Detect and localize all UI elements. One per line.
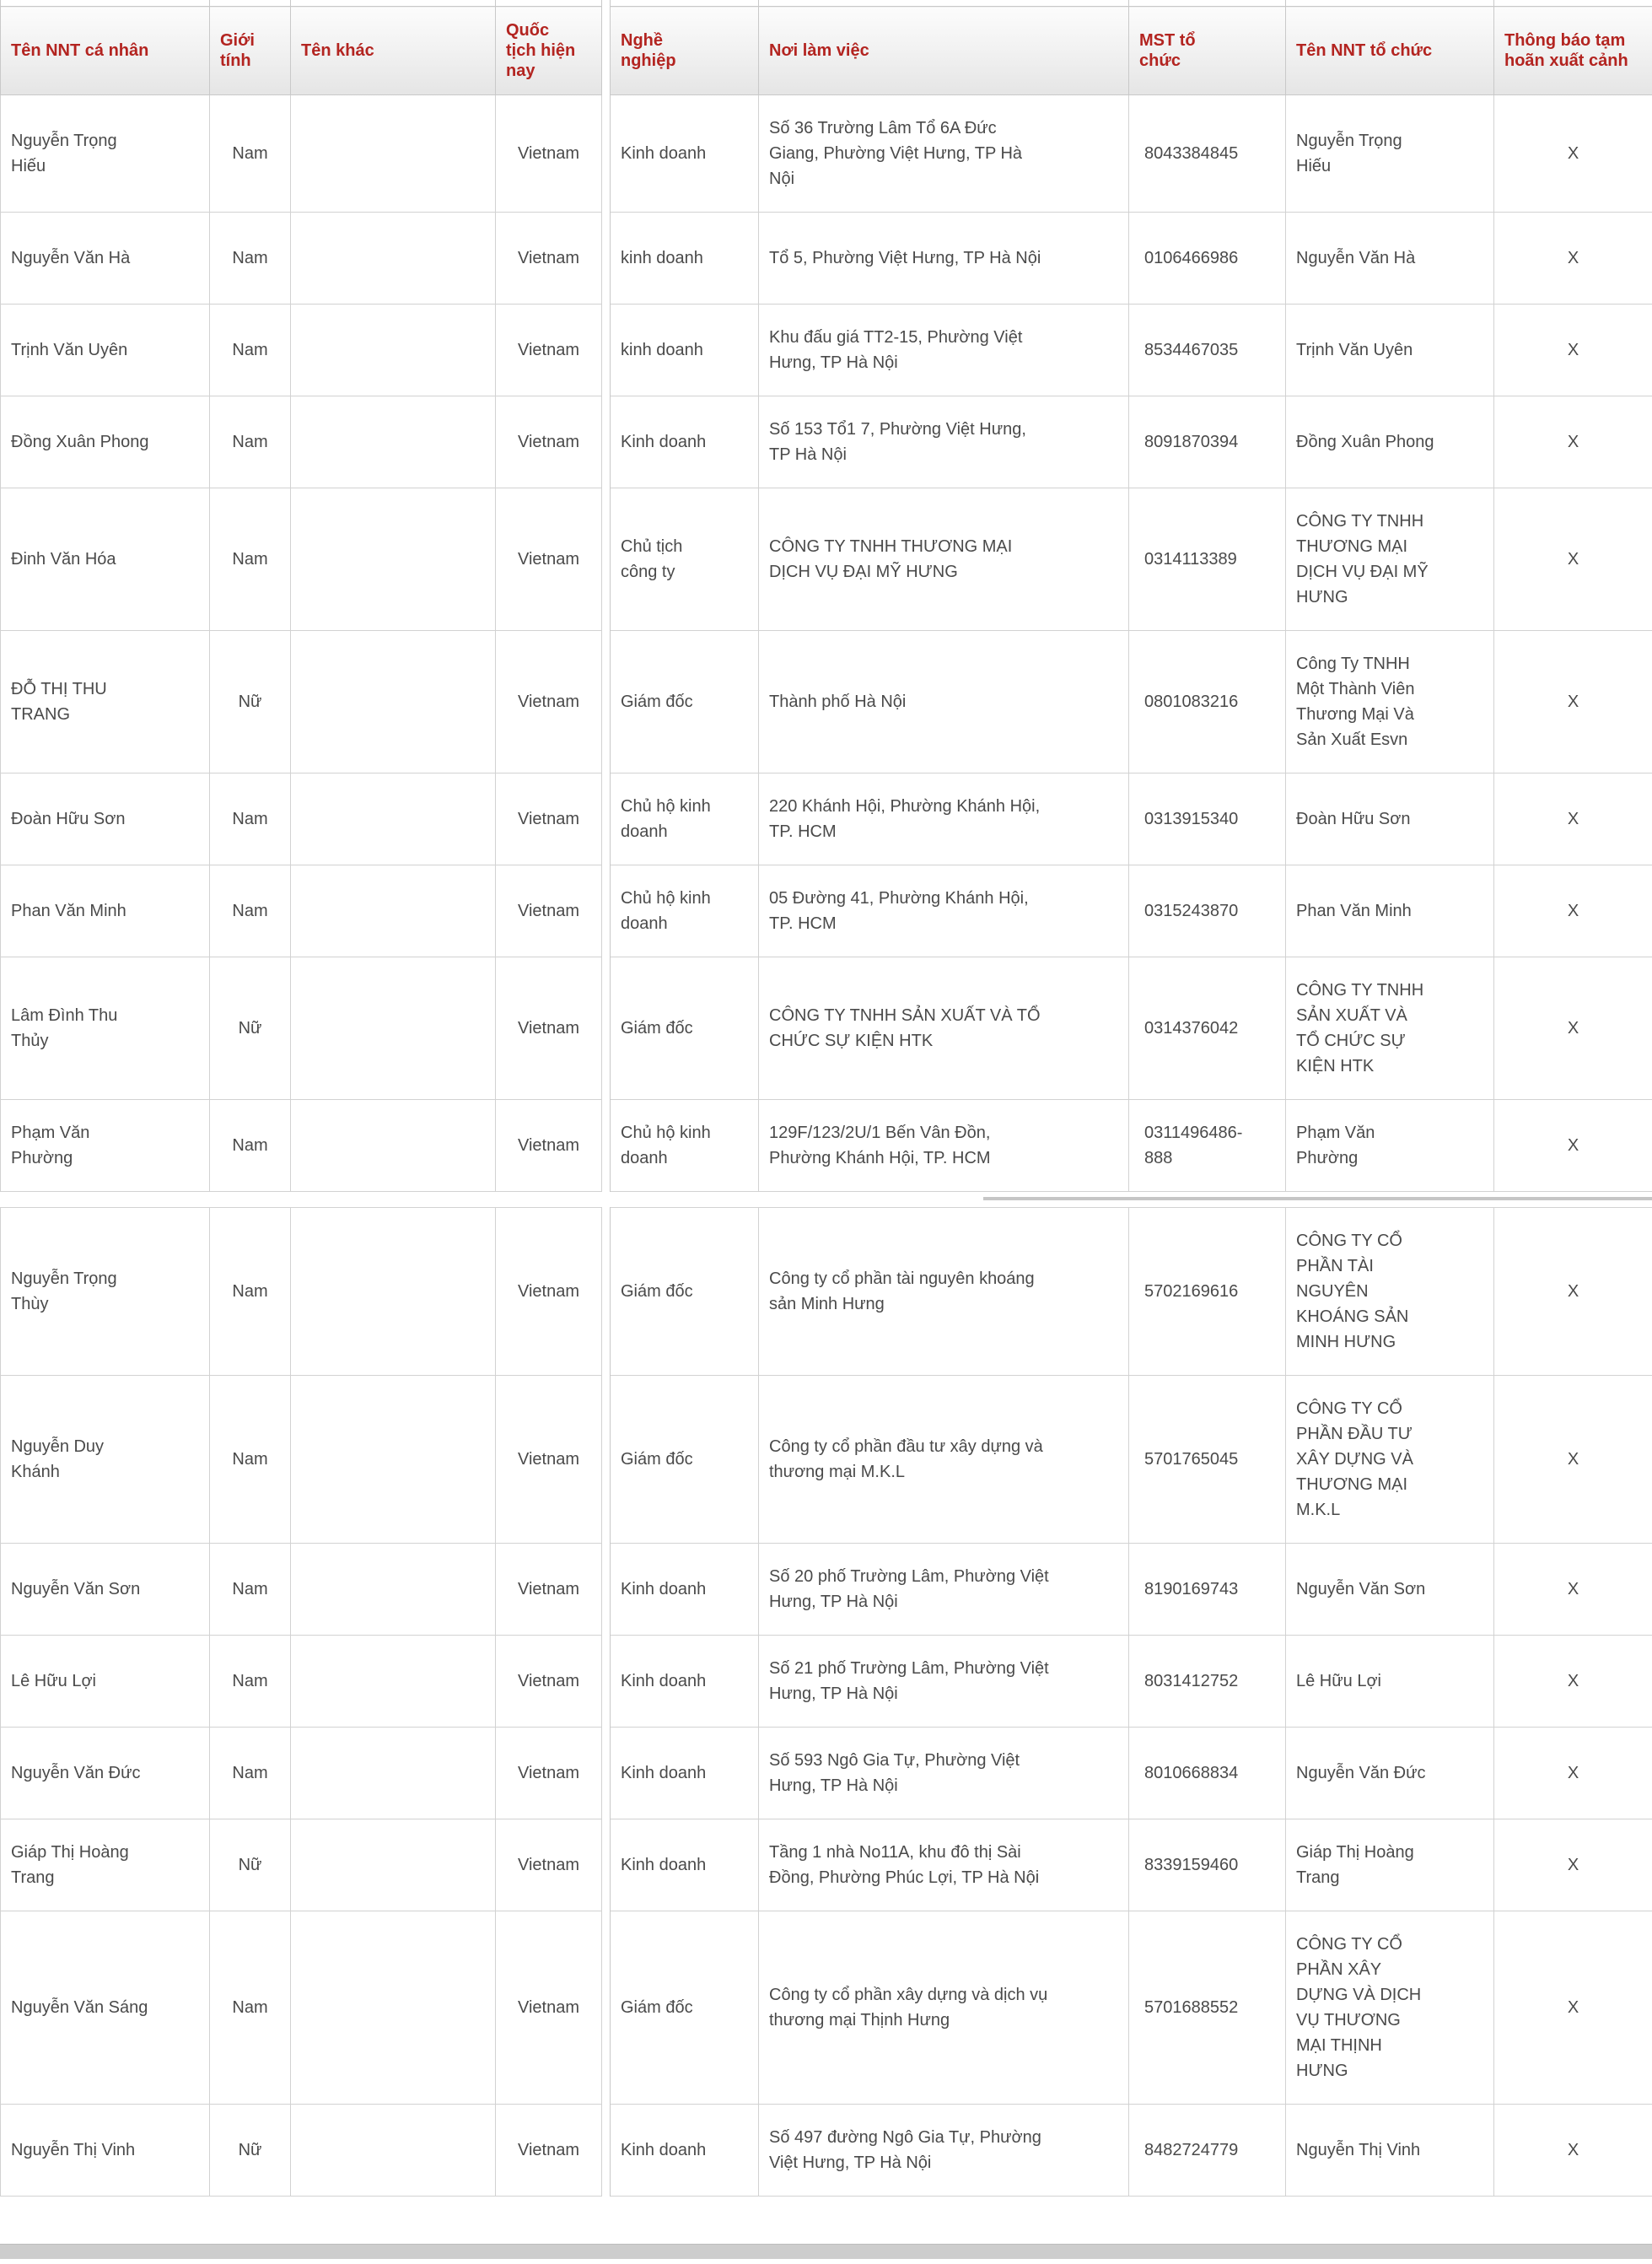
exit-suspension-cell: X	[1494, 1208, 1652, 1376]
org-name-cell: Nguyễn Trọng Hiếu	[1286, 95, 1494, 213]
exit-suspension-cell: X	[1494, 1819, 1652, 1911]
gender-cell: Nam	[210, 305, 291, 396]
org-name-cell: Nguyễn Văn Sơn	[1286, 1544, 1494, 1636]
gender-cell: Nữ	[210, 631, 291, 774]
org-tax-code-cell: 0314376042	[1129, 957, 1286, 1100]
other-name-cell	[291, 1544, 496, 1636]
occupation-cell: Chủ hộ kinh doanh	[611, 1100, 759, 1192]
occupation-cell: Giám đốc	[611, 957, 759, 1100]
org-tax-code-cell: 8091870394	[1129, 396, 1286, 488]
org-name-cell: CÔNG TY CỔ PHẦN TÀI NGUYÊN KHOÁNG SẢN MINH HƯNG	[1286, 1208, 1494, 1376]
workplace-cell: Công ty cổ phần xây dựng và dịch vụ thương mại Thịnh Hưng	[759, 1911, 1129, 2105]
individual-name-cell: Đồng Xuân Phong	[1, 396, 210, 488]
header-occupation: Nghề nghiệp	[611, 7, 759, 95]
other-name-cell	[291, 1911, 496, 2105]
org-tax-code-cell: 8031412752	[1129, 1636, 1286, 1728]
occupation-cell: Giám đốc	[611, 1376, 759, 1544]
org-tax-code-cell: 0315243870	[1129, 865, 1286, 957]
gender-cell: Nữ	[210, 957, 291, 1100]
individual-name-cell: Trịnh Văn Uyên	[1, 305, 210, 396]
workplace-cell: Công ty cổ phần đầu tư xây dựng và thương mại M.K.L	[759, 1376, 1129, 1544]
other-name-cell	[291, 1728, 496, 1819]
individual-name-cell: Nguyễn Văn Sáng	[1, 1911, 210, 2105]
gender-cell: Nam	[210, 95, 291, 213]
exit-suspension-cell: X	[1494, 396, 1652, 488]
other-name-cell	[291, 631, 496, 774]
nationality-cell: Vietnam	[496, 1819, 602, 1911]
header-org-name: Tên NNT tổ chức	[1286, 7, 1494, 95]
exit-suspension-cell: X	[1494, 774, 1652, 865]
taxpayer-table-block-2	[0, 1207, 1652, 2197]
taxpayer-row	[1, 774, 1652, 865]
other-name-cell	[291, 1819, 496, 1911]
taxpayer-row	[1, 1208, 1652, 1376]
exit-suspension-cell: X	[1494, 213, 1652, 305]
header-workplace: Nơi làm việc	[759, 7, 1129, 95]
taxpayer-row	[1, 396, 1652, 488]
frozen-pane-divider	[602, 7, 611, 95]
org-tax-code-cell: 0311496486-888	[1129, 1100, 1286, 1192]
pane-horizontal-scrollbar-thumb[interactable]	[983, 1197, 1652, 1200]
individual-name-cell: Nguyễn Duy Khánh	[1, 1376, 210, 1544]
org-name-cell: CÔNG TY CỔ PHẦN ĐẦU TƯ XÂY DỰNG VÀ THƯƠNG MẠI M.K.L	[1286, 1376, 1494, 1544]
taxpayer-row	[1, 1376, 1652, 1544]
org-tax-code-cell: 8190169743	[1129, 1544, 1286, 1636]
gender-cell: Nam	[210, 1376, 291, 1544]
org-tax-code-cell: 0801083216	[1129, 631, 1286, 774]
org-name-cell: Phạm Văn Phường	[1286, 1100, 1494, 1192]
org-name-cell: Công Ty TNHH Một Thành Viên Thương Mại Và Sản Xuất Esvn	[1286, 631, 1494, 774]
frozen-pane-divider	[602, 865, 611, 957]
occupation-cell: Chủ tịch công ty	[611, 488, 759, 631]
gender-cell: Nam	[210, 213, 291, 305]
nationality-cell: Vietnam	[496, 774, 602, 865]
taxpayer-row	[1, 1728, 1652, 1819]
other-name-cell	[291, 957, 496, 1100]
org-name-cell: CÔNG TY TNHH SẢN XUẤT VÀ TỔ CHỨC SỰ KIỆN HTK	[1286, 957, 1494, 1100]
occupation-cell: kinh doanh	[611, 305, 759, 396]
frozen-pane-divider	[602, 488, 611, 631]
org-tax-code-cell: 0314113389	[1129, 488, 1286, 631]
org-tax-code-cell: 0106466986	[1129, 213, 1286, 305]
nationality-cell: Vietnam	[496, 2105, 602, 2197]
occupation-cell: Kinh doanh	[611, 1544, 759, 1636]
header-gender: Giới tính	[210, 7, 291, 95]
header-exit-suspension: Thông báo tạm hoãn xuất cảnh	[1494, 7, 1652, 95]
taxpayer-row	[1, 957, 1652, 1100]
workplace-cell: 129F/123/2U/1 Bến Vân Đồn, Phường Khánh Hội, TP. HCM	[759, 1100, 1129, 1192]
header-nationality: Quốc tịch hiện nay	[496, 7, 602, 95]
other-name-cell	[291, 2105, 496, 2197]
other-name-cell	[291, 213, 496, 305]
nationality-cell: Vietnam	[496, 1636, 602, 1728]
header-other-name: Tên khác	[291, 7, 496, 95]
frozen-pane-divider	[602, 2105, 611, 2197]
org-tax-code-cell: 8339159460	[1129, 1819, 1286, 1911]
top-border-stub-row	[1, 0, 1652, 7]
exit-suspension-cell: X	[1494, 865, 1652, 957]
individual-name-cell: ĐỖ THỊ THU TRANG	[1, 631, 210, 774]
exit-suspension-cell: X	[1494, 1376, 1652, 1544]
org-name-cell: CÔNG TY CỔ PHẦN XÂY DỰNG VÀ DỊCH VỤ THƯƠNG MẠI THỊNH HƯNG	[1286, 1911, 1494, 2105]
exit-suspension-cell: X	[1494, 305, 1652, 396]
org-tax-code-cell: 5701688552	[1129, 1911, 1286, 2105]
nationality-cell: Vietnam	[496, 1728, 602, 1819]
other-name-cell	[291, 305, 496, 396]
nationality-cell: Vietnam	[496, 865, 602, 957]
nationality-cell: Vietnam	[496, 1100, 602, 1192]
frozen-pane-divider	[602, 396, 611, 488]
gender-cell: Nam	[210, 774, 291, 865]
occupation-cell: Kinh doanh	[611, 1636, 759, 1728]
taxpayer-row	[1, 488, 1652, 631]
nationality-cell: Vietnam	[496, 213, 602, 305]
gender-cell: Nam	[210, 1544, 291, 1636]
nationality-cell: Vietnam	[496, 957, 602, 1100]
nationality-cell: Vietnam	[496, 1376, 602, 1544]
header-individual-name: Tên NNT cá nhân	[1, 7, 210, 95]
individual-name-cell: Lâm Đình Thu Thủy	[1, 957, 210, 1100]
exit-suspension-cell: X	[1494, 2105, 1652, 2197]
workplace-cell: CÔNG TY TNHH SẢN XUẤT VÀ TỔ CHỨC SỰ KIỆN HTK	[759, 957, 1129, 1100]
nationality-cell: Vietnam	[496, 95, 602, 213]
gender-cell: Nam	[210, 396, 291, 488]
org-name-cell: Nguyễn Thị Vinh	[1286, 2105, 1494, 2197]
nationality-cell: Vietnam	[496, 1208, 602, 1376]
workplace-cell: Số 20 phố Trường Lâm, Phường Việt Hưng, TP Hà Nội	[759, 1544, 1129, 1636]
occupation-cell: Kinh doanh	[611, 1728, 759, 1819]
frozen-pane-divider	[602, 213, 611, 305]
exit-suspension-cell: X	[1494, 1544, 1652, 1636]
org-name-cell: Trịnh Văn Uyên	[1286, 305, 1494, 396]
workplace-cell: Số 593 Ngô Gia Tự, Phường Việt Hưng, TP Hà Nội	[759, 1728, 1129, 1819]
workplace-cell: Số 153 Tổ1 7, Phường Việt Hưng, TP Hà Nội	[759, 396, 1129, 488]
exit-suspension-cell: X	[1494, 1636, 1652, 1728]
exit-suspension-cell: X	[1494, 95, 1652, 213]
org-name-cell: Lê Hữu Lợi	[1286, 1636, 1494, 1728]
taxpayer-row	[1, 1819, 1652, 1911]
frozen-pane-divider	[602, 957, 611, 1100]
frozen-pane-divider	[602, 1636, 611, 1728]
gender-cell: Nam	[210, 1100, 291, 1192]
nationality-cell: Vietnam	[496, 396, 602, 488]
exit-suspension-cell: X	[1494, 1728, 1652, 1819]
taxpayer-row	[1, 631, 1652, 774]
taxpayer-row	[1, 213, 1652, 305]
other-name-cell	[291, 1376, 496, 1544]
frozen-pane-divider	[602, 1100, 611, 1192]
nationality-cell: Vietnam	[496, 1911, 602, 2105]
frozen-pane-divider	[602, 1728, 611, 1819]
occupation-cell: kinh doanh	[611, 213, 759, 305]
other-name-cell	[291, 865, 496, 957]
frozen-pane-divider	[602, 1544, 611, 1636]
individual-name-cell: Nguyễn Văn Hà	[1, 213, 210, 305]
gender-cell: Nam	[210, 1728, 291, 1819]
workplace-cell: Tầng 1 nhà No11A, khu đô thị Sài Đồng, Phường Phúc Lợi, TP Hà Nội	[759, 1819, 1129, 1911]
org-name-cell: Đoàn Hữu Sơn	[1286, 774, 1494, 865]
org-name-cell: Phan Văn Minh	[1286, 865, 1494, 957]
org-tax-code-cell: 5701765045	[1129, 1376, 1286, 1544]
org-tax-code-cell: 0313915340	[1129, 774, 1286, 865]
exit-suspension-cell: X	[1494, 1911, 1652, 2105]
gender-cell: Nam	[210, 1636, 291, 1728]
nationality-cell: Vietnam	[496, 305, 602, 396]
taxpayer-row	[1, 2105, 1652, 2197]
gender-cell: Nam	[210, 1911, 291, 2105]
taxpayer-row	[1, 865, 1652, 957]
frozen-pane-divider	[602, 1208, 611, 1376]
occupation-cell: Kinh doanh	[611, 1819, 759, 1911]
occupation-cell: Chủ hộ kinh doanh	[611, 774, 759, 865]
workplace-cell: Thành phố Hà Nội	[759, 631, 1129, 774]
other-name-cell	[291, 488, 496, 631]
frozen-pane-divider	[602, 631, 611, 774]
org-name-cell: Nguyễn Văn Hà	[1286, 213, 1494, 305]
org-name-cell: CÔNG TY TNHH THƯƠNG MẠI DỊCH VỤ ĐẠI MỸ HƯNG	[1286, 488, 1494, 631]
occupation-cell: Chủ hộ kinh doanh	[611, 865, 759, 957]
frozen-pane-divider	[602, 1819, 611, 1911]
other-name-cell	[291, 1100, 496, 1192]
org-name-cell: Giáp Thị Hoàng Trang	[1286, 1819, 1494, 1911]
frozen-pane-divider	[602, 1376, 611, 1544]
header-org-tax-code: MST tổ chức	[1129, 7, 1286, 95]
occupation-cell: Giám đốc	[611, 1911, 759, 2105]
workplace-cell: Số 497 đường Ngô Gia Tự, Phường Việt Hưng, TP Hà Nội	[759, 2105, 1129, 2197]
occupation-cell: Kinh doanh	[611, 2105, 759, 2197]
occupation-cell: Giám đốc	[611, 1208, 759, 1376]
nationality-cell: Vietnam	[496, 631, 602, 774]
org-name-cell: Nguyễn Văn Đức	[1286, 1728, 1494, 1819]
exit-suspension-cell: X	[1494, 1100, 1652, 1192]
workplace-cell: Tổ 5, Phường Việt Hưng, TP Hà Nội	[759, 213, 1129, 305]
workplace-cell: CÔNG TY TNHH THƯƠNG MẠI DỊCH VỤ ĐẠI MỸ HƯNG	[759, 488, 1129, 631]
exit-suspension-cell: X	[1494, 957, 1652, 1100]
taxpayer-row	[1, 95, 1652, 213]
individual-name-cell: Đinh Văn Hóa	[1, 488, 210, 631]
other-name-cell	[291, 95, 496, 213]
taxpayer-row	[1, 305, 1652, 396]
org-tax-code-cell: 8043384845	[1129, 95, 1286, 213]
workplace-cell: Khu đấu giá TT2-15, Phường Việt Hưng, TP Hà Nội	[759, 305, 1129, 396]
taxpayer-row	[1, 1911, 1652, 2105]
frozen-pane-divider	[602, 774, 611, 865]
individual-name-cell: Nguyễn Văn Sơn	[1, 1544, 210, 1636]
other-name-cell	[291, 1636, 496, 1728]
nationality-cell: Vietnam	[496, 488, 602, 631]
page-horizontal-scrollbar[interactable]	[0, 2244, 1652, 2259]
frozen-pane-divider	[602, 1911, 611, 2105]
nationality-cell: Vietnam	[496, 1544, 602, 1636]
frozen-pane-divider	[602, 95, 611, 213]
table-header-row	[1, 7, 1652, 95]
occupation-cell: Kinh doanh	[611, 95, 759, 213]
workplace-cell: 05 Đường 41, Phường Khánh Hội, TP. HCM	[759, 865, 1129, 957]
taxpayer-row	[1, 1100, 1652, 1192]
gender-cell: Nam	[210, 488, 291, 631]
workplace-cell: Số 36 Trường Lâm Tổ 6A Đức Giang, Phường Việt Hưng, TP Hà Nội	[759, 95, 1129, 213]
individual-name-cell: Giáp Thị Hoàng Trang	[1, 1819, 210, 1911]
workplace-cell: 220 Khánh Hội, Phường Khánh Hội, TP. HCM	[759, 774, 1129, 865]
other-name-cell	[291, 774, 496, 865]
individual-name-cell: Nguyễn Thị Vinh	[1, 2105, 210, 2197]
block-separator	[0, 1192, 1652, 1207]
occupation-cell: Giám đốc	[611, 631, 759, 774]
individual-name-cell: Phạm Văn Phường	[1, 1100, 210, 1192]
individual-name-cell: Nguyễn Văn Đức	[1, 1728, 210, 1819]
individual-name-cell: Nguyễn Trọng Thùy	[1, 1208, 210, 1376]
gender-cell: Nữ	[210, 2105, 291, 2197]
individual-name-cell: Lê Hữu Lợi	[1, 1636, 210, 1728]
org-tax-code-cell: 8534467035	[1129, 305, 1286, 396]
occupation-cell: Kinh doanh	[611, 396, 759, 488]
exit-suspension-cell: X	[1494, 631, 1652, 774]
org-tax-code-cell: 8482724779	[1129, 2105, 1286, 2197]
workplace-cell: Công ty cổ phần tài nguyên khoáng sản Minh Hưng	[759, 1208, 1129, 1376]
gender-cell: Nam	[210, 865, 291, 957]
gender-cell: Nam	[210, 1208, 291, 1376]
individual-name-cell: Phan Văn Minh	[1, 865, 210, 957]
org-tax-code-cell: 5702169616	[1129, 1208, 1286, 1376]
org-name-cell: Đồng Xuân Phong	[1286, 396, 1494, 488]
individual-name-cell: Nguyễn Trọng Hiếu	[1, 95, 210, 213]
exit-suspension-cell: X	[1494, 488, 1652, 631]
taxpayer-row	[1, 1544, 1652, 1636]
taxpayer-row	[1, 1636, 1652, 1728]
other-name-cell	[291, 396, 496, 488]
gender-cell: Nữ	[210, 1819, 291, 1911]
individual-name-cell: Đoàn Hữu Sơn	[1, 774, 210, 865]
org-tax-code-cell: 8010668834	[1129, 1728, 1286, 1819]
frozen-pane-divider	[602, 305, 611, 396]
other-name-cell	[291, 1208, 496, 1376]
workplace-cell: Số 21 phố Trường Lâm, Phường Việt Hưng, TP Hà Nội	[759, 1636, 1129, 1728]
